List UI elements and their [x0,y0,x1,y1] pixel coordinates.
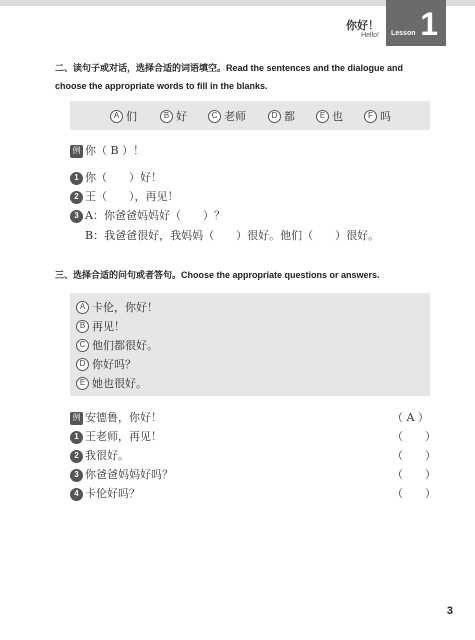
lesson-label: Lesson [391,30,416,37]
option-text: 他们都很好。 [92,339,158,352]
section2-example [70,143,144,159]
word-option [160,108,187,124]
option-letter: D [268,110,281,123]
sentence-option [76,337,158,353]
section3-item [70,429,162,445]
section3-example [70,410,162,426]
example-text: 安德鲁，你好！ [85,411,162,424]
option-text: 都 [284,110,295,123]
option-letter: A [76,301,89,314]
item-text: 卡伦好吗？ [85,487,140,500]
section2-title-en: Read the sentences and the dialogue and choose the appropriate words to fill in the blanks. [55,63,404,91]
section2-item3-b: B：我爸爸很好，我妈妈（ ）很好。他们（ ）很好。 [85,229,380,242]
item-text: A：你爸爸妈妈好（ ）？ [85,209,225,222]
section3-item [70,448,129,464]
word-option [364,108,391,124]
option-text: 老师 [224,110,246,123]
option-letter: B [160,110,173,123]
section3-title-cn: 三、选择合适的问句或者答句。 [55,271,182,281]
section2-title-cn: 二、读句子或对话，选择合适的词语填空。 [55,64,227,74]
section3-title-en: Choose the appropriate questions or answers. [181,270,380,280]
option-text: 再见！ [92,320,125,333]
sentence-option [76,375,147,391]
sentence-option [76,318,125,334]
section3-item [70,486,140,502]
option-text: 你好吗？ [92,358,136,371]
section3-title [55,267,435,285]
option-text: 好 [176,110,187,123]
answer-blank[interactable]: （ ） [392,468,436,481]
word-option [208,108,246,124]
lesson-number: 1 [420,6,438,42]
option-letter: B [76,320,89,333]
option-letter: E [316,110,329,123]
item-text: 王老师，再见！ [85,430,162,443]
item-text: 王（ ），再见！ [85,190,179,203]
option-letter: A [110,110,123,123]
option-letter: C [208,110,221,123]
section2-item [70,208,225,224]
sentence-option [76,356,136,372]
item-number: 1 [70,431,83,444]
lesson-badge [386,0,446,46]
answer-blank[interactable]: （ ） [392,487,436,500]
example-mark: 例 [70,412,83,425]
example-answer: （ A ） [392,411,429,424]
item-number: 3 [70,469,83,482]
example-mark: 例 [70,145,83,158]
option-text: 也 [332,110,343,123]
item-number: 3 [70,210,83,223]
option-text: 她也很好。 [92,377,147,390]
option-text: 们 [126,110,137,123]
item-text: 你（ ）好！ [85,171,162,184]
answer-blank[interactable]: （ ） [392,430,436,443]
answer-blank[interactable]: （ ） [392,449,436,462]
item-text: 我很好。 [85,449,129,462]
header-greeting-cn: 你好！ [346,19,379,32]
section2-item [70,170,162,186]
page-number: 3 [446,605,453,617]
option-letter: C [76,339,89,352]
sentence-option [76,299,158,315]
option-letter: D [76,358,89,371]
section3-item [70,467,173,483]
word-option [110,108,137,124]
word-option [316,108,343,124]
section2-item [70,189,179,205]
example-text: 你（ B ）！ [85,144,145,157]
item-number: 2 [70,450,83,463]
option-letter: E [76,377,89,390]
item-text: 你爸爸妈妈好吗？ [85,468,173,481]
option-text: 吗 [380,110,391,123]
item-number: 2 [70,191,83,204]
word-option [268,108,295,124]
option-text: 卡伦，你好！ [92,301,158,314]
option-letter: F [364,110,377,123]
item-number: 4 [70,488,83,501]
header-greeting-en: Hello! [361,32,379,39]
item-number: 1 [70,172,83,185]
section2-title [55,60,435,96]
